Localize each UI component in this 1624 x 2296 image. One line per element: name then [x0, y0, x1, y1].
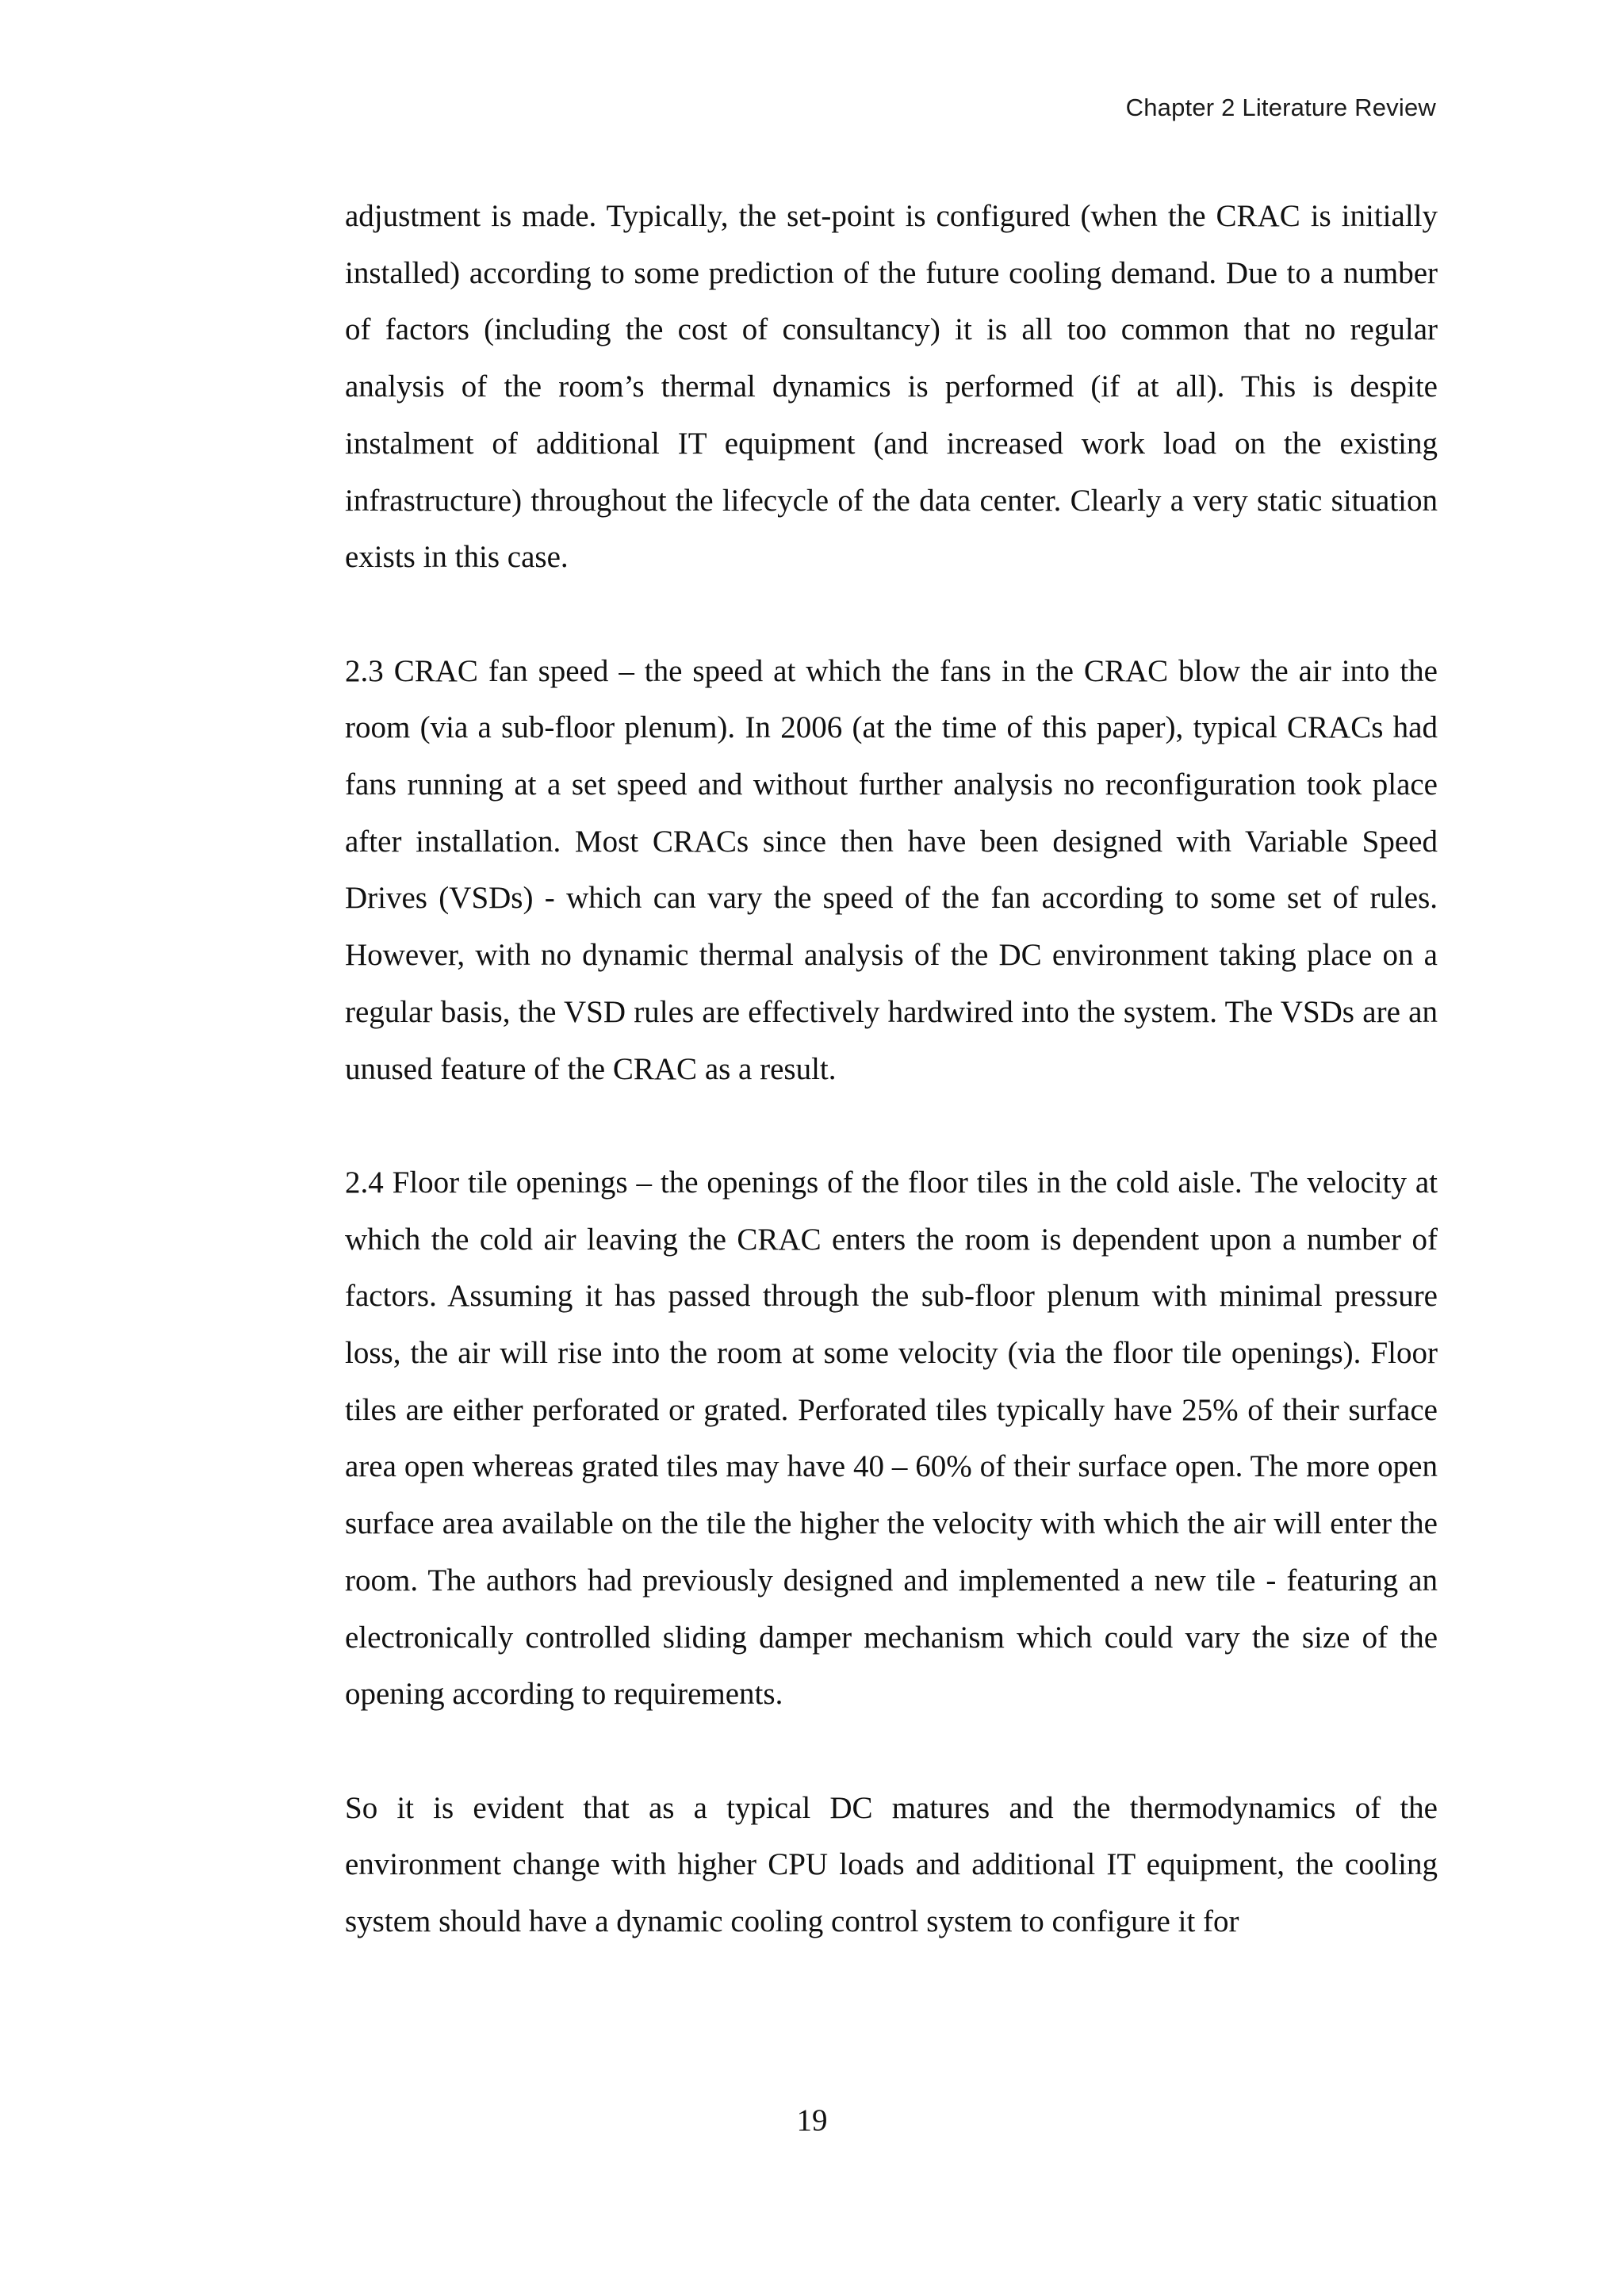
paragraph-crac-fan-speed: 2.3 CRAC fan speed – the speed at which the fans in the CRAC blow the air into the room (via a sub-floor plenum). In 2006 (at the time of this paper), typical CRACs had fans running at a set speed and without further analysis no reconfiguration took place after installation. Most CRACs since then have been designed with Variable Speed Drives (VSDs) - which can vary the speed of the fan according to some set of rules. However, with no dynamic thermal analysis of the DC environment taking place on a regular basis, the VSD rules are effectively hardwired into the system. The VSDs are an unused feature of the CRAC as a result.: [345, 653, 1438, 1086]
paragraph-conclusion: So it is evident that as a typical DC matures and the thermodynamics of the environment change with higher CPU loads and additional IT equipment, the cooling system should have a dynamic cooling control system to configure it for: [345, 1790, 1438, 1939]
running-header: Chapter 2 Literature Review: [1125, 94, 1436, 121]
paragraph-setpoint: adjustment is made. Typically, the set-point is configured (when the CRAC is initially installed) according to some prediction of the future cooling demand. Due to a number of factors (including the cost of consultancy) it is all too common that no regular analysis of the room’s thermal dynamics is performed (if at all). This is despite instalment of additional IT equipment (and increased work load on the existing infrastructure) throughout the lifecycle of the data center. Clearly a very static situation exists in this case.: [345, 199, 1438, 575]
paragraph-floor-tile-openings: 2.4 Floor tile openings – the openings of the floor tiles in the cold aisle. The velocity at which the cold air leaving the CRAC enters the room is dependent upon a number of factors. Assuming it has passed through the sub-floor plenum with minimal pressure loss, the air will rise into the room at some velocity (via the floor tile openings). Floor tiles are either perforated or grated. Perforated tiles typically have 25% of their surface area open whereas grated tiles may have 40 – 60% of their surface open. The more open surface area available on the tile the higher the velocity with which the air will enter the room. The authors had previously designed and implemented a new tile - featuring an electronically controlled sliding damper mechanism which could vary the size of the opening according to requirements.: [345, 1165, 1438, 1712]
body-text: [345, 188, 1438, 1950]
page-number: 19: [796, 2103, 828, 2137]
